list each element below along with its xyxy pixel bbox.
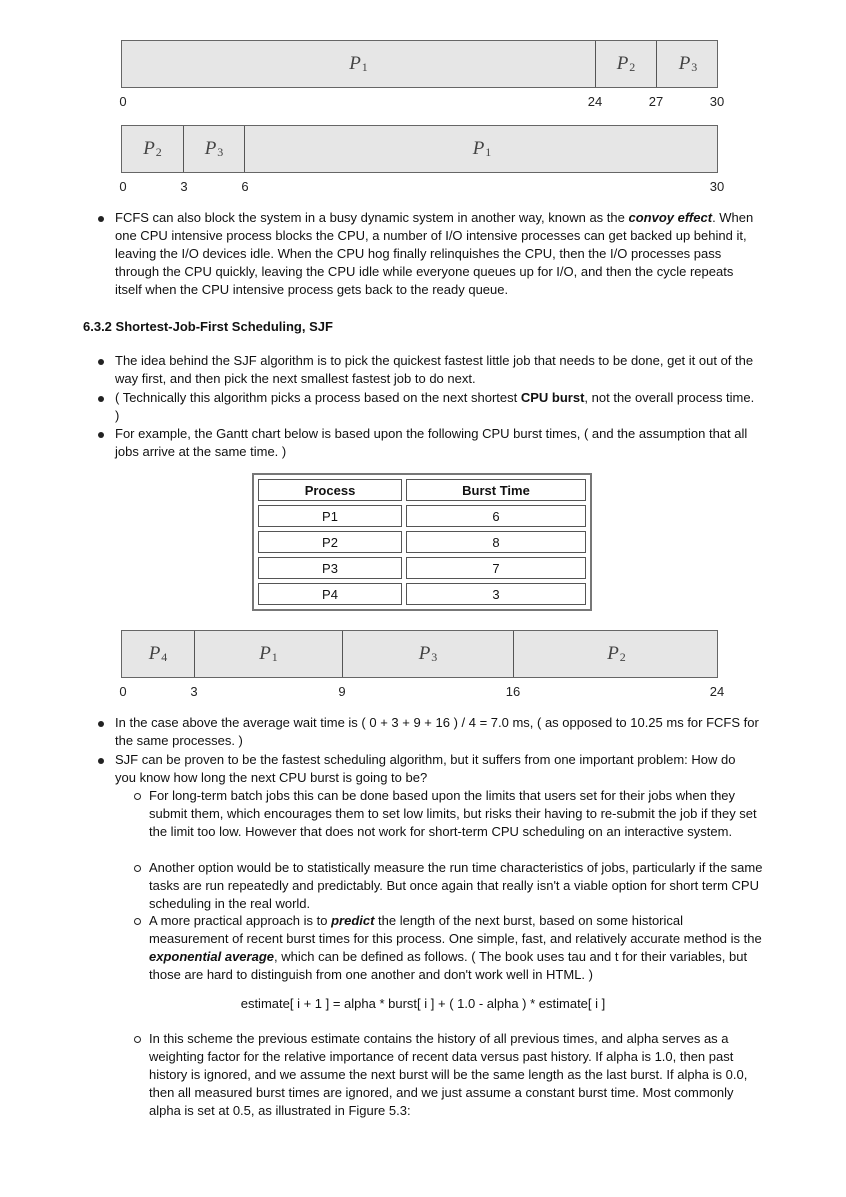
gantt-tick: 6 [241, 179, 249, 194]
circle-bullet-icon [134, 918, 141, 925]
sub-bullet-alpha: In this scheme the previous estimate contains the history of all previous times, and alpha serves as a weighting factor for the relative importance of recent data versus past history. If alpha is 1.0, then past history is ignored, and we assume the next burst will be the same length as the last burst. If alpha is 0.0, then all measured burst times are ignored, and we just assume a constant burst time. Most commonly alpha is set at 0.5, as illustrated in Figure 5.3: [149, 1030, 764, 1120]
table-cell: 7 [406, 557, 586, 579]
gantt-chart-sjf [121, 630, 718, 678]
gantt-tick: 30 [709, 179, 725, 194]
gantt-tick: 3 [180, 179, 188, 194]
bullet-icon [98, 396, 104, 402]
circle-bullet-icon [134, 865, 141, 872]
table-cell: P4 [258, 583, 402, 605]
sjf-bullet-3: For example, the Gantt chart below is based upon the following CPU burst times, ( and the assumption that all jobs arrive at the same time. ) [115, 425, 760, 461]
gantt-segment-p3: P $_3$ [678, 53, 698, 74]
gantt-chart-fcfs-1 [121, 40, 718, 88]
table-header: Burst Time [406, 479, 586, 501]
gantt-segment-p2: P $_2$ [607, 643, 626, 664]
table-cell: 6 [406, 505, 586, 527]
table-cell: 3 [406, 583, 586, 605]
section-heading: 6.3.2 Shortest-Job-First Scheduling, SJF [83, 319, 333, 334]
gantt-segment-p4: P $_4$ [122, 631, 195, 677]
gantt-segment-p1: P $_1$ [122, 41, 596, 87]
gantt-tick: 27 [648, 94, 664, 109]
gantt-tick: 0 [119, 684, 127, 699]
gantt-segment-p2: P $_2$ [122, 126, 184, 172]
gantt-segment-p2: P $_2$ [596, 41, 657, 87]
circle-bullet-icon [134, 793, 141, 800]
sub-bullet-statistics: Another option would be to statistically measure the run time characteristics of jobs, particularly if the same tasks are run repeatedly and predictably. But once again that really isn't a viable option for short term CPU scheduling in the real world. [149, 859, 764, 913]
exponential-average-formula: estimate[ i + 1 ] = alpha * burst[ i ] + ( 1.0 - alpha ) * estimate[ i ] [240, 996, 606, 1011]
gantt-tick: 24 [709, 684, 725, 699]
sjf-bullet-2: ( Technically this algorithm picks a process based on the next shortest CPU burst, not the overall process time. ) [115, 389, 760, 425]
gantt-tick: 9 [338, 684, 346, 699]
gantt-tick: 30 [709, 94, 725, 109]
gantt-tick: 0 [119, 179, 127, 194]
gantt-segment-p1: P $_1$ [195, 631, 343, 677]
gantt-tick: 0 [119, 94, 127, 109]
table-header: Process [258, 479, 402, 501]
gantt-segment-p1: P $_1$ [472, 138, 492, 159]
table-cell: P1 [258, 505, 402, 527]
gantt-tick: 16 [505, 684, 521, 699]
sub-bullet-predict: A more practical approach is to predict the length of the next burst, based on some historical measurement of recent burst times for this process. One simple, fast, and relatively accurate method is the exponential average, which can be defined as follows. ( The book uses tau and t for their variables, but those are hard to distinguish from one another and don't work well in HTML. ) [149, 912, 764, 984]
sjf-problem-bullet: SJF can be proven to be the fastest scheduling algorithm, but it suffers from one important problem: How do you know how long the next CPU burst is going to be? [115, 751, 760, 787]
gantt-chart-fcfs-2 [121, 125, 718, 173]
convoy-effect-paragraph: FCFS can also block the system in a busy dynamic system in another way, known as the convoy effect. When one CPU intensive process blocks the CPU, a number of I/O intensive processes can get backed up behind it, leaving the I/O devices idle. When the CPU hog finally relinquishes the CPU, then the I/O processes pass through the CPU quickly, leaving the CPU idle while everyone queues up for I/O, and then the cycle repeats itself when the CPU intensive process gets back to the ready queue. [115, 209, 760, 299]
bullet-icon [98, 359, 104, 365]
bullet-icon [98, 432, 104, 438]
wait-time-bullet: In the case above the average wait time is ( 0 + 3 + 9 + 16 ) / 4 = 7.0 ms, ( as opposed to 10.25 ms for FCFS for the same processes. ) [115, 714, 760, 750]
bullet-icon [98, 216, 104, 222]
table-row [258, 557, 586, 579]
gantt-tick: 24 [587, 94, 603, 109]
table-row [258, 505, 586, 527]
gantt-tick: 3 [190, 684, 198, 699]
sub-bullet-long-term: For long-term batch jobs this can be done based upon the limits that users set for their jobs when they submit them, which encourages them to set low limits, but risks their having to re-submit the job if they set the limit too low. However that does not work for short-term CPU scheduling on an interactive system. [149, 787, 764, 841]
sjf-bullet-1: The idea behind the SJF algorithm is to pick the quickest fastest little job that needs to be done, get it out of the way first, and then pick the next smallest fastest job to do next. [115, 352, 760, 388]
gantt-segment-p3: P $_3$ [343, 631, 514, 677]
burst-time-table [252, 473, 592, 611]
table-cell: 8 [406, 531, 586, 553]
table-row [258, 531, 586, 553]
bullet-icon [98, 721, 104, 727]
bullet-icon [98, 758, 104, 764]
table-cell: P3 [258, 557, 402, 579]
table-cell: P2 [258, 531, 402, 553]
table-row [258, 583, 586, 605]
circle-bullet-icon [134, 1036, 141, 1043]
gantt-segment-p3: P $_3$ [184, 126, 245, 172]
table-header-row [258, 479, 586, 501]
